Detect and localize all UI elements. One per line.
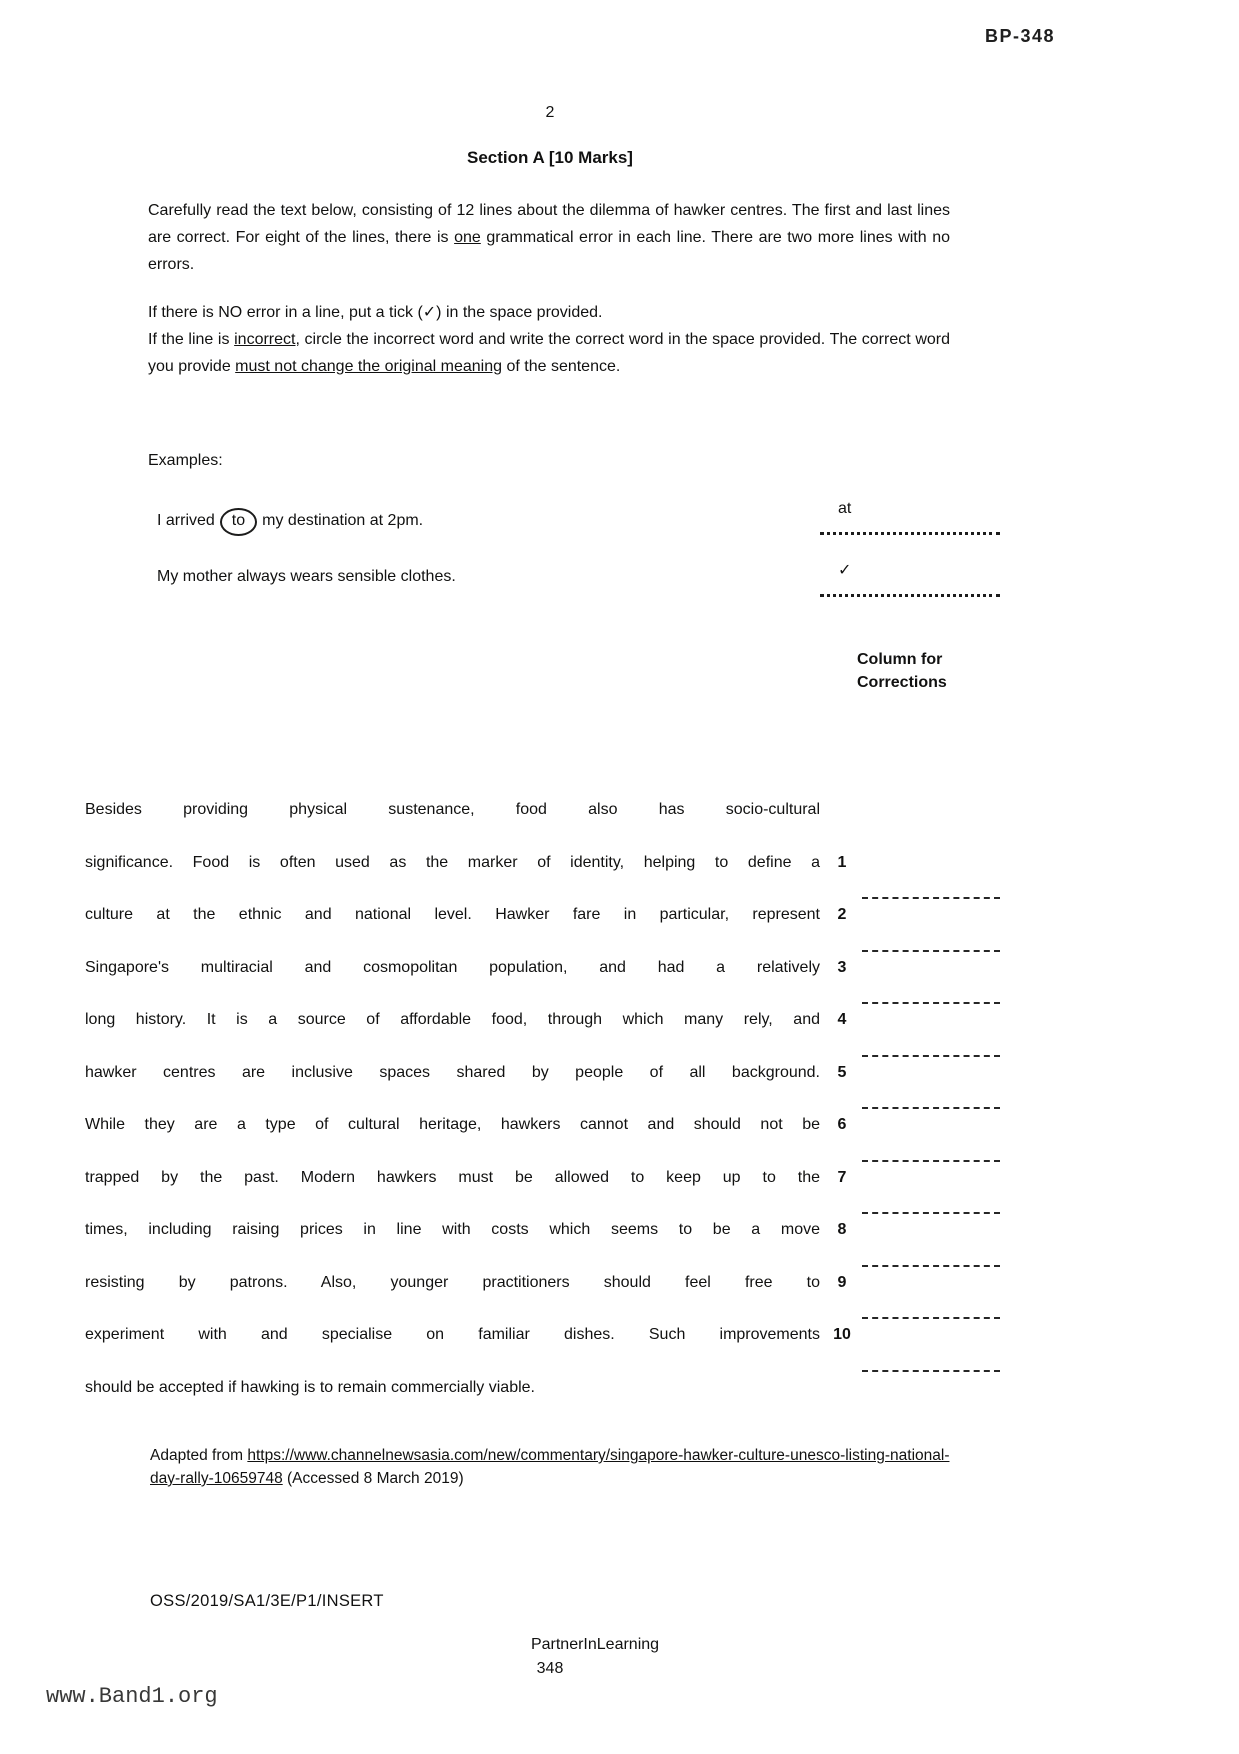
passage-line-text: hawker centres are inclusive spaces shared by people of all background. bbox=[85, 1063, 820, 1081]
line-number: 7 bbox=[837, 1168, 847, 1186]
example-row-1 bbox=[157, 498, 1000, 536]
line-number: 9 bbox=[837, 1273, 847, 1291]
line-number: 8 bbox=[837, 1221, 847, 1238]
example-2-sentence: My mother always wears sensible clothes. bbox=[157, 568, 456, 585]
correction-answer-line bbox=[862, 1317, 1000, 1319]
instructions-paragraph-1 bbox=[148, 197, 950, 278]
passage-line bbox=[85, 1009, 1000, 1062]
attribution-suffix: (Accessed 8 March 2019) bbox=[282, 1470, 464, 1487]
attribution-prefix: Adapted from bbox=[150, 1447, 248, 1464]
document-code: OSS/2019/SA1/3E/P1/INSERT bbox=[150, 1592, 384, 1610]
underlined-phrase-meaning: must not change the original meaning bbox=[235, 358, 503, 375]
passage-line-text: resisting by patrons. Also, younger practitioners should feel free to bbox=[85, 1273, 820, 1291]
passage-line-text: significance. Food is often used as the marker of identity, helping to define a bbox=[85, 853, 820, 871]
correction-answer-line bbox=[862, 1265, 1000, 1267]
tick-instruction-line: If there is NO error in a line, put a tick (✓) in the space provided. bbox=[148, 304, 603, 321]
line-number: 1 bbox=[837, 853, 847, 871]
correction-answer-line bbox=[862, 897, 1000, 899]
instructions-p1-text-end: grammatical error in each line. There are two more lines with no errors. bbox=[148, 229, 950, 273]
passage-line-text: experiment with and specialise on familiar dishes. Such improvements bbox=[85, 1326, 820, 1343]
correction-answer-line bbox=[862, 1370, 1000, 1372]
examples-label: Examples: bbox=[148, 452, 223, 469]
doc-ref-code: BP-348 bbox=[985, 26, 1056, 46]
passage-line bbox=[85, 1167, 1000, 1220]
passage-line-text: Singapore's multiracial and cosmopolitan population, and had a relatively bbox=[85, 958, 820, 976]
underlined-word-incorrect: incorrect, bbox=[234, 331, 300, 348]
instructions-p2-text-end: of the sentence. bbox=[502, 358, 621, 375]
example-2-correction: ✓ bbox=[820, 558, 1000, 597]
line-number: 10 bbox=[833, 1326, 851, 1343]
correction-answer-line bbox=[862, 1107, 1000, 1109]
corrections-header-line2: Corrections bbox=[857, 674, 947, 691]
example-row-2 bbox=[157, 558, 1000, 597]
site-watermark: www.Band1.org bbox=[46, 1684, 218, 1709]
line-number: 3 bbox=[837, 958, 847, 976]
example-1-before: I arrived bbox=[157, 512, 215, 529]
circled-word: to bbox=[220, 508, 257, 536]
instructions-p2-text: If the line is bbox=[148, 331, 235, 348]
example-1-correction: at bbox=[820, 498, 1000, 535]
source-attribution bbox=[150, 1444, 956, 1490]
passage-line-text: culture at the ethnic and national level. Hawker fare in particular, represent bbox=[85, 906, 820, 923]
passage-line-text: Besides providing physical sustenance, food also has socio-cultural bbox=[85, 801, 820, 818]
instructions-p2-text-mid: circle the incorrect word and write the correct word in the space provided. The correct word you provide bbox=[148, 331, 950, 375]
line-number: 4 bbox=[837, 1011, 847, 1028]
correction-answer-line bbox=[862, 1055, 1000, 1057]
correction-answer-line bbox=[862, 1002, 1000, 1004]
correction-answer-line bbox=[862, 1212, 1000, 1214]
corrections-column-header bbox=[857, 648, 947, 694]
line-number: 5 bbox=[837, 1063, 847, 1081]
example-1-after: my destination at 2pm. bbox=[262, 512, 424, 529]
passage-line bbox=[85, 852, 1000, 905]
passage-line bbox=[85, 904, 1000, 957]
passage-line-text: While they are a type of cultural heritage, hawkers cannot and should not be bbox=[85, 1116, 820, 1133]
passage-line-text: long history. It is a source of affordable food, through which many rely, and bbox=[85, 1011, 820, 1028]
section-title: Section A [10 Marks] bbox=[467, 148, 633, 167]
passage-line-text: trapped by the past. Modern hawkers must be allowed to keep up to the bbox=[85, 1168, 820, 1186]
underlined-word-one: one bbox=[454, 229, 481, 246]
example-1-sentence bbox=[157, 498, 820, 536]
instructions-paragraph-2 bbox=[148, 299, 950, 380]
correction-answer-line bbox=[862, 1160, 1000, 1162]
passage-line-text: times, including raising prices in line with costs which seems to be a move bbox=[85, 1221, 820, 1238]
page-number: 2 bbox=[545, 104, 555, 121]
corrections-header-line1: Column for bbox=[857, 651, 943, 668]
passage-line bbox=[85, 1324, 1000, 1377]
passage-line bbox=[85, 1062, 1000, 1115]
line-number: 6 bbox=[837, 1116, 847, 1133]
passage bbox=[85, 799, 1000, 1429]
passage-line bbox=[85, 1377, 1000, 1430]
partner-page-number: 348 bbox=[536, 1660, 564, 1677]
passage-line-text: should be accepted if hawking is to remain commercially viable. bbox=[85, 1378, 535, 1396]
attribution-url: https://www.channelnewsasia.com/new/commentary/singapore-hawker-culture-unesco-listing-national-day-rally-10659748 bbox=[150, 1447, 950, 1487]
passage-line bbox=[85, 799, 1000, 852]
passage-line bbox=[85, 1272, 1000, 1325]
passage-line bbox=[85, 1219, 1000, 1272]
correction-answer-line bbox=[862, 950, 1000, 952]
passage-line bbox=[85, 1114, 1000, 1167]
line-number: 2 bbox=[837, 906, 847, 923]
instructions-p1-text: Carefully read the text below, consisting of 12 lines about the dilemma of hawker centres. The first and last lines are correct. For eight of the lines, there is bbox=[148, 202, 950, 246]
partner-branding: PartnerInLearning bbox=[530, 1636, 660, 1653]
passage-line bbox=[85, 957, 1000, 1010]
